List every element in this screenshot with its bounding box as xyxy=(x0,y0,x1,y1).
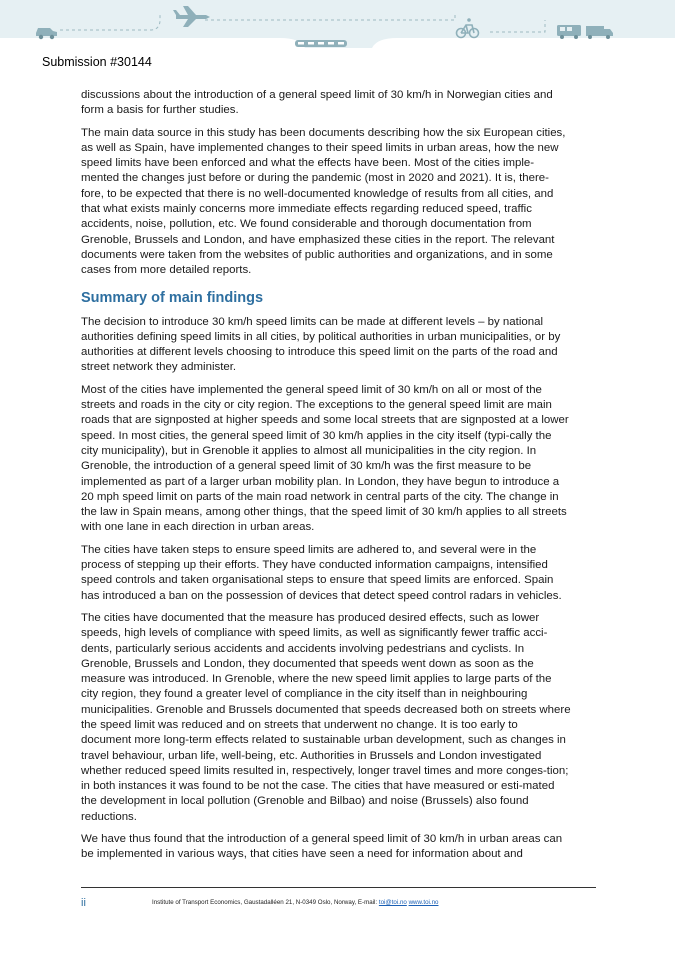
footer-divider xyxy=(81,887,596,888)
paragraph-intro-continuation: discussions about the introduction of a general speed limit of 30 km/h in Norwegian cities and form a basis for further studies. xyxy=(81,89,553,117)
page-number: ii xyxy=(81,897,86,909)
submission-label: Submission #30144 xyxy=(42,55,152,69)
section-heading: Summary of main findings xyxy=(81,289,264,306)
paragraph-effects: The cities have documented that the measure has produced desired effects, such as lower speeds, high levels of compliance with speed limits, as well as significantly fewer traffic acci-dents, particularly serious accidents and accidents involving pedestrians and cyclists. In Grenoble, Brussels and London, they documented that speeds went down as soon as the measure was introduced. In Grenoble, where the new speed limit applies to large parts of the city region, they found a greater level of compliance in the city itself than in neighbouring municipalities. Grenoble and Brussels documented that speeds decreased both on streets where the speed limit was reduced and on streets that underwent no change. It is too early to document more long-term effects related to sustainable urban development, such as changes in travel behaviour, urban life, well-being, etc. Authorities in Brussels and London investigated whether reduced speed limits resulted in, respectively, longer travel times and more conges-tion; in both instances it was found to be not the case. The cities that have measured or esti-mated the development in local pollution (Grenoble and Bilbao) and noise (Brussels) also found reductions. xyxy=(81,611,571,823)
train-icon xyxy=(295,40,347,47)
email-link[interactable]: toi@toi.no xyxy=(378,899,407,906)
footer-address xyxy=(152,899,438,906)
main-content xyxy=(81,88,571,870)
paragraph-data-source: The main data source in this study has been documents describing how the six European cities, as well as Spain, have implemented changes to their speed limits in urban areas, how the new speed limits have been enforced and what the effects have been. Most of the cities imple-mented the changes just before or during the pandemic (most in 2020 and 2021). It is, there-fore, to be expected that there is no well-documented knowledge of results from all cities, and that what exists mainly concerns more immediate effects regarding reduced speed, traffic accidents, noise, pollution, etc. We found considerable and thorough documentation from Grenoble, Brussels and London, and have emphasized these cities in the report. The relevant documents were taken from the websites of public authorities and organizations, and in some cases from more detailed reports. xyxy=(81,126,566,277)
header-banner xyxy=(0,0,675,52)
footer-institute: Institute of Transport Economics, Gaustadalléen 21, N-0349 Oslo, Norway, E-mail: xyxy=(152,899,379,906)
paragraph-implementation: Most of the cities have implemented the general speed limit of 30 km/h on all or most of the streets and roads in the city or city region. The exceptions to the general speed limit are main roads that are signposted at higher speeds and some local streets that are signposted at a lower speed. In most cities, the general speed limit of 30 km/h applies in the city itself (typi-cally the city municipality), but in Grenoble it applies to almost all municipalities in the city region. In Grenoble, the introduction of a general speed limit of 30 km/h was the first measure to be implemented as part of a larger urban mobility plan. In London, they have begun to introduce a 20 mph speed limit on parts of the main road network in central parts of the city. The change in the law in Spain means, among other things, that the speed limit of 30 km/h applies to all streets with one lane in each direction in urban areas. xyxy=(81,383,569,534)
paragraph-decision-levels: The decision to introduce 30 km/h speed limits can be made at different levels – by national authorities defining speed limits in all cities, by political authorities in urban municipalities, or by authorities at different levels choosing to introduce this speed limit on the parts of the road and street network they administer. xyxy=(81,315,561,374)
paragraph-enforcement: The cities have taken steps to ensure speed limits are adhered to, and several were in the process of stepping up their efforts. They have conducted information campaigns, intensified speed controls and taken organisational steps to ensure that speed limits are enforced. Spain has introduced a ban on the possession of devices that detect speed control radars in vehicles. xyxy=(81,543,562,602)
website-link[interactable]: www.toi.no xyxy=(408,899,439,906)
paragraph-conclusion: We have thus found that the introduction of a general speed limit of 30 km/h in urban areas can be implemented in various ways, that cities have seen a need for information about and xyxy=(81,833,563,861)
